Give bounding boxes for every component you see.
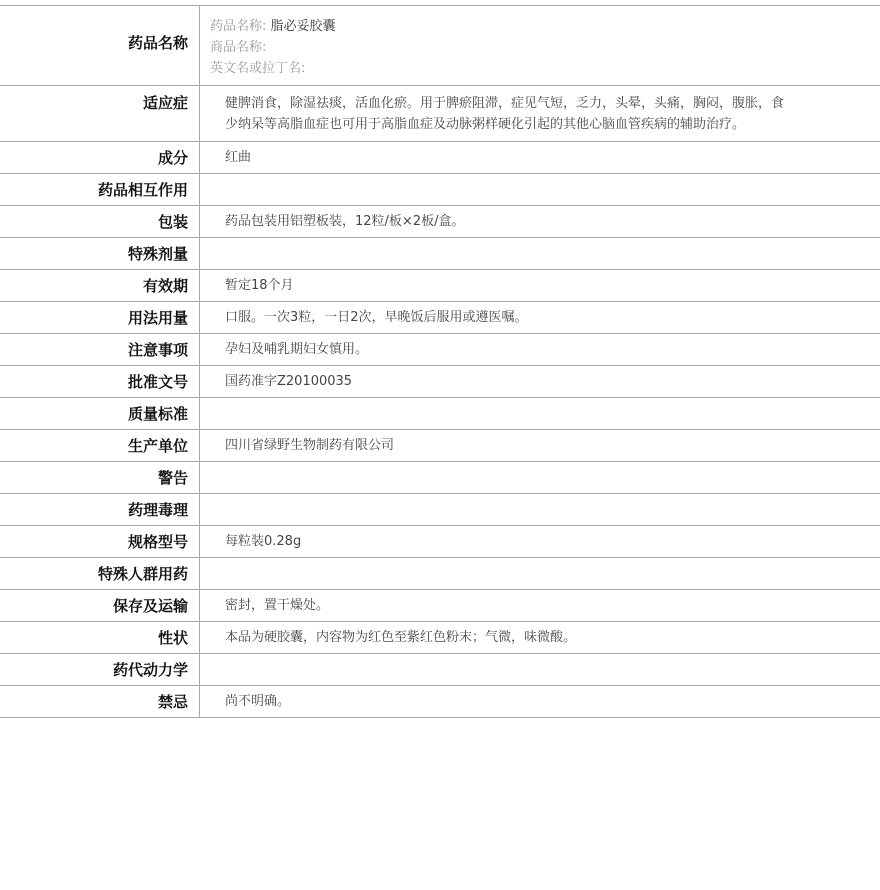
row-value: 药品包装用铝塑板装，12粒/板×2板/盒。 bbox=[225, 214, 465, 229]
table-row bbox=[0, 142, 880, 174]
table-row bbox=[0, 238, 880, 270]
row-value: 暂定18个月 bbox=[225, 278, 294, 293]
row-label: 质量标准 bbox=[0, 398, 200, 429]
table-row bbox=[0, 270, 880, 302]
row-label: 药品名称 bbox=[0, 6, 200, 85]
drug-info-table bbox=[0, 5, 880, 718]
row-label: 特殊人群用药 bbox=[0, 558, 200, 589]
row-label: 警告 bbox=[0, 462, 200, 493]
row-value bbox=[200, 238, 880, 269]
table-row bbox=[0, 430, 880, 462]
row-label: 成分 bbox=[0, 142, 200, 173]
drug-name-value: 脂必妥胶囊 bbox=[270, 19, 336, 34]
row-label: 药代动力学 bbox=[0, 654, 200, 685]
row-label: 特殊剂量 bbox=[0, 238, 200, 269]
drug-name-line bbox=[210, 16, 870, 37]
table-row bbox=[0, 366, 880, 398]
table-row bbox=[0, 590, 880, 622]
table-row bbox=[0, 558, 880, 590]
table-row bbox=[0, 334, 880, 366]
row-label: 保存及运输 bbox=[0, 590, 200, 621]
drug-name-key: 药品名称: bbox=[210, 19, 267, 34]
row-label: 用法用量 bbox=[0, 302, 200, 333]
table-row bbox=[0, 206, 880, 238]
row-label: 包装 bbox=[0, 206, 200, 237]
trade-name-key: 商品名称: bbox=[210, 40, 267, 55]
row-label: 性状 bbox=[0, 622, 200, 653]
row-label: 批准文号 bbox=[0, 366, 200, 397]
table-row bbox=[0, 526, 880, 558]
row-value: 国药准字Z20100035 bbox=[225, 374, 353, 389]
table-row bbox=[0, 622, 880, 654]
row-label: 生产单位 bbox=[0, 430, 200, 461]
row-label: 有效期 bbox=[0, 270, 200, 301]
english-name-key: 英文名或拉丁名: bbox=[210, 61, 306, 76]
table-row bbox=[0, 86, 880, 142]
table-row bbox=[0, 686, 880, 718]
row-label: 注意事项 bbox=[0, 334, 200, 365]
row-label: 药品相互作用 bbox=[0, 174, 200, 205]
row-label: 适应症 bbox=[0, 86, 200, 141]
trade-name-line bbox=[210, 37, 870, 58]
row-value: 红曲 bbox=[225, 150, 252, 165]
table-row bbox=[0, 654, 880, 686]
name-details bbox=[200, 6, 880, 85]
table-row-drug-name bbox=[0, 6, 880, 86]
row-value: 孕妇及哺乳期妇女慎用。 bbox=[225, 342, 369, 357]
row-value bbox=[200, 174, 880, 205]
row-value: 口服。一次3粒，一日2次，早晚饭后服用或遵医嘱。 bbox=[225, 310, 528, 325]
table-row bbox=[0, 302, 880, 334]
table-row bbox=[0, 462, 880, 494]
table-row bbox=[0, 398, 880, 430]
row-value bbox=[200, 398, 880, 429]
table-row bbox=[0, 174, 880, 206]
row-value bbox=[200, 654, 880, 685]
row-label: 规格型号 bbox=[0, 526, 200, 557]
row-value: 本品为硬胶囊，内容物为红色至紫红色粉末；气微，味微酸。 bbox=[225, 630, 577, 645]
row-value: 四川省绿野生物制药有限公司 bbox=[225, 438, 395, 453]
row-label: 禁忌 bbox=[0, 686, 200, 717]
row-value: 每粒装0.28g bbox=[225, 534, 302, 549]
english-name-line bbox=[210, 58, 870, 79]
row-value: 密封，置干燥处。 bbox=[225, 598, 330, 613]
row-value bbox=[200, 462, 880, 493]
table-row bbox=[0, 494, 880, 526]
row-label: 药理毒理 bbox=[0, 494, 200, 525]
row-value: 健脾消食，除湿祛痰，活血化瘀。用于脾瘀阻滞，症见气短，乏力，头晕，头痛，胸闷，腹胀，食少纳呆等高脂血症也可用于高脂血症及动脉粥样硬化引起的其他心脑血管疾病的辅助治疗。 bbox=[225, 96, 785, 132]
row-value bbox=[200, 494, 880, 525]
row-value bbox=[200, 558, 880, 589]
row-value: 尚不明确。 bbox=[225, 694, 291, 709]
